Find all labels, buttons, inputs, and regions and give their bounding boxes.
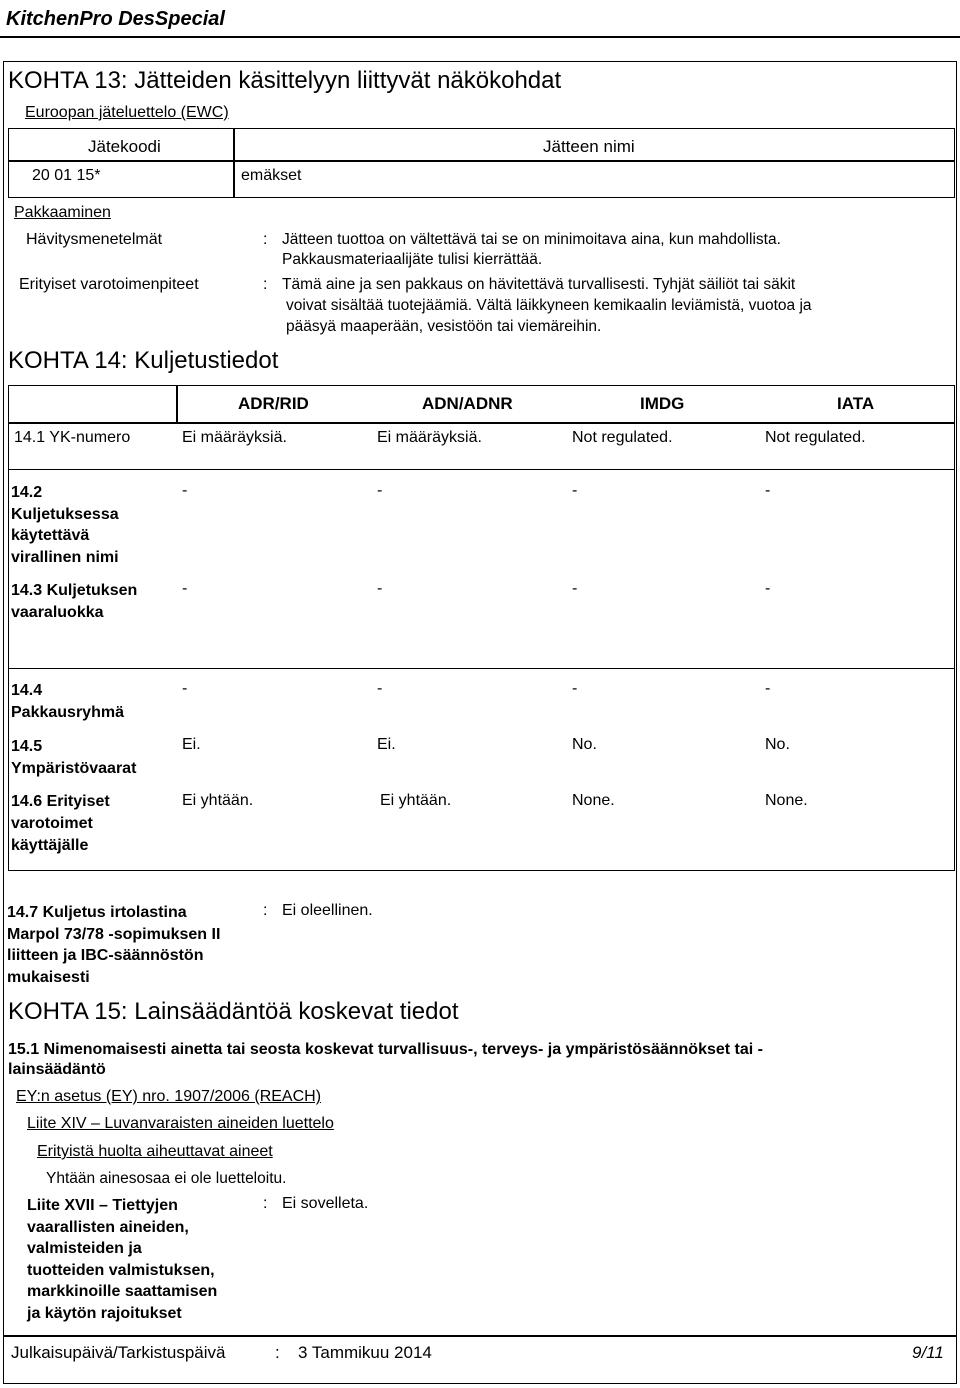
- row-14-3-iata: -: [765, 580, 771, 597]
- annex17-label: Liite XVII – Tiettyjen vaarallisten aineiden, valmisteiden ja tuotteiden valmistuksen, markkinoille saattamisen ja käytön rajoitukset: [27, 1197, 218, 1322]
- row-14-2-iata: -: [765, 482, 771, 499]
- row-14-5-adn: Ei.: [377, 736, 396, 753]
- row-14-2-adr: -: [182, 482, 188, 499]
- transport-row-rule: [8, 668, 955, 669]
- row-14-3-adn: -: [377, 580, 383, 597]
- app-title: KitchenPro DesSpecial: [6, 8, 225, 30]
- transport-header-rule: [8, 422, 955, 424]
- ewc-col-name: Jätteen nimi: [543, 137, 635, 156]
- row-14-6-adn: Ei yhtään.: [380, 792, 452, 809]
- disposal-label: Hävitysmenetelmät: [26, 231, 163, 248]
- footer-date-label: Julkaisupäivä/Tarkistuspäivä: [11, 1343, 226, 1362]
- col-adr-rid: ADR/RID: [238, 394, 309, 413]
- row-14-4-iata: -: [765, 680, 771, 697]
- row-14-3-adr: -: [182, 580, 188, 597]
- row-14-1-label: 14.1 YK-numero: [14, 429, 131, 446]
- row-14-2-label: 14.2 Kuljetuksessa käytettävä virallinen nimi: [11, 484, 119, 566]
- precautions-text-2: voivat sisältää tuotejäämiä. Vältä läikkyneen kemikaalin leviämistä, vuotoa ja: [286, 297, 812, 314]
- annex17-value: Ei sovelleta.: [282, 1195, 369, 1212]
- row-14-4-imdg: -: [572, 680, 578, 697]
- row-14-1-imdg: Not regulated.: [572, 429, 673, 446]
- annex14-heading: Liite XIV – Luvanvaraisten aineiden luettelo: [27, 1115, 334, 1132]
- annex17-colon: :: [263, 1195, 268, 1212]
- section13-title: KOHTA 13: Jätteiden käsittelyyn liittyvät näkökohdat: [8, 67, 562, 94]
- svhc-heading: Erityistä huolta aiheuttavat aineet: [37, 1143, 273, 1160]
- disposal-text-1: Jätteen tuottoa on vältettävä tai se on minimoitava aina, kun mahdollista.: [282, 231, 781, 248]
- transport-table: [8, 385, 955, 871]
- precautions-label: Erityiset varotoimenpiteet: [19, 276, 199, 293]
- disposal-colon: :: [263, 231, 268, 248]
- row-14-6-iata: None.: [765, 792, 808, 809]
- packaging-title: Pakkaaminen: [14, 204, 111, 221]
- disposal-text-2: Pakkausmateriaalijäte tulisi kierrättää.: [282, 251, 543, 268]
- row-14-5-label: 14.5 Ympäristövaarat: [11, 738, 137, 777]
- row-14-3-imdg: -: [572, 580, 578, 597]
- reach-heading: EY:n asetus (EY) nro. 1907/2006 (REACH): [16, 1088, 322, 1105]
- row-14-4-label: 14.4 Pakkausryhmä: [11, 682, 124, 721]
- transport-header-divider: [176, 385, 178, 422]
- bulk-transport-value: Ei oleellinen.: [282, 902, 373, 919]
- ewc-col-code: Jätekoodi: [88, 137, 161, 156]
- precautions-text-1: Tämä aine ja sen pakkaus on hävitettävä turvallisesti. Tyhjät säiliöt tai säkit: [282, 276, 796, 293]
- page-number: 9/11: [912, 1343, 944, 1362]
- col-adn-adnr: ADN/ADNR: [422, 394, 513, 413]
- row-14-6-adr: Ei yhtään.: [182, 792, 254, 809]
- precautions-text-3: pääsyä maaperään, vesistöön tai viemäreihin.: [286, 318, 602, 335]
- header-rule: [0, 36, 960, 38]
- ewc-table-col-divider: [233, 128, 235, 198]
- row-14-1-iata: Not regulated.: [765, 429, 866, 446]
- col-imdg: IMDG: [640, 394, 685, 413]
- ewc-title: Euroopan jäteluettelo (EWC): [25, 104, 229, 121]
- row-14-2-imdg: -: [572, 482, 578, 499]
- bulk-colon: :: [263, 902, 268, 919]
- section15-sub-title-2: lainsäädäntö: [8, 1061, 106, 1078]
- row-14-5-iata: No.: [765, 736, 790, 753]
- svhc-text: Yhtään ainesosaa ei ole luetteloitu.: [46, 1170, 287, 1187]
- col-iata: IATA: [837, 394, 875, 413]
- section15-title: KOHTA 15: Lainsäädäntöä koskevat tiedot: [8, 998, 459, 1025]
- row-14-3-label: 14.3 Kuljetuksen vaaraluokka: [11, 582, 138, 621]
- footer-colon: :: [275, 1343, 280, 1362]
- section14-title: KOHTA 14: Kuljetustiedot: [8, 347, 279, 374]
- bulk-transport-label: 14.7 Kuljetus irtolastina Marpol 73/78 -sopimuksen II liitteen ja IBC-säännöstön mukaisesti: [7, 904, 221, 986]
- row-14-1-adn: Ei määräyksiä.: [377, 429, 482, 446]
- row-14-2-adn: -: [377, 482, 383, 499]
- row-14-5-adr: Ei.: [182, 736, 201, 753]
- ewc-row-code: 20 01 15*: [32, 167, 101, 184]
- footer-date: 3 Tammikuu 2014: [298, 1343, 432, 1362]
- row-14-5-imdg: No.: [572, 736, 597, 753]
- footer-rule: [3, 1335, 957, 1337]
- row-14-4-adr: -: [182, 680, 188, 697]
- row-14-6-label: 14.6 Erityiset varotoimet käyttäjälle: [11, 793, 110, 854]
- row-14-1-adr: Ei määräyksiä.: [182, 429, 287, 446]
- row-14-6-imdg: None.: [572, 792, 615, 809]
- section15-sub-title-1: 15.1 Nimenomaisesti ainetta tai seosta koskevat turvallisuus-, terveys- ja ympäristösäännökset tai -: [8, 1041, 763, 1058]
- transport-row-rule: [8, 469, 955, 470]
- row-14-4-adn: -: [377, 680, 383, 697]
- precautions-colon: :: [263, 276, 268, 293]
- ewc-row-name: emäkset: [241, 167, 302, 184]
- ewc-table-header-rule: [8, 160, 955, 162]
